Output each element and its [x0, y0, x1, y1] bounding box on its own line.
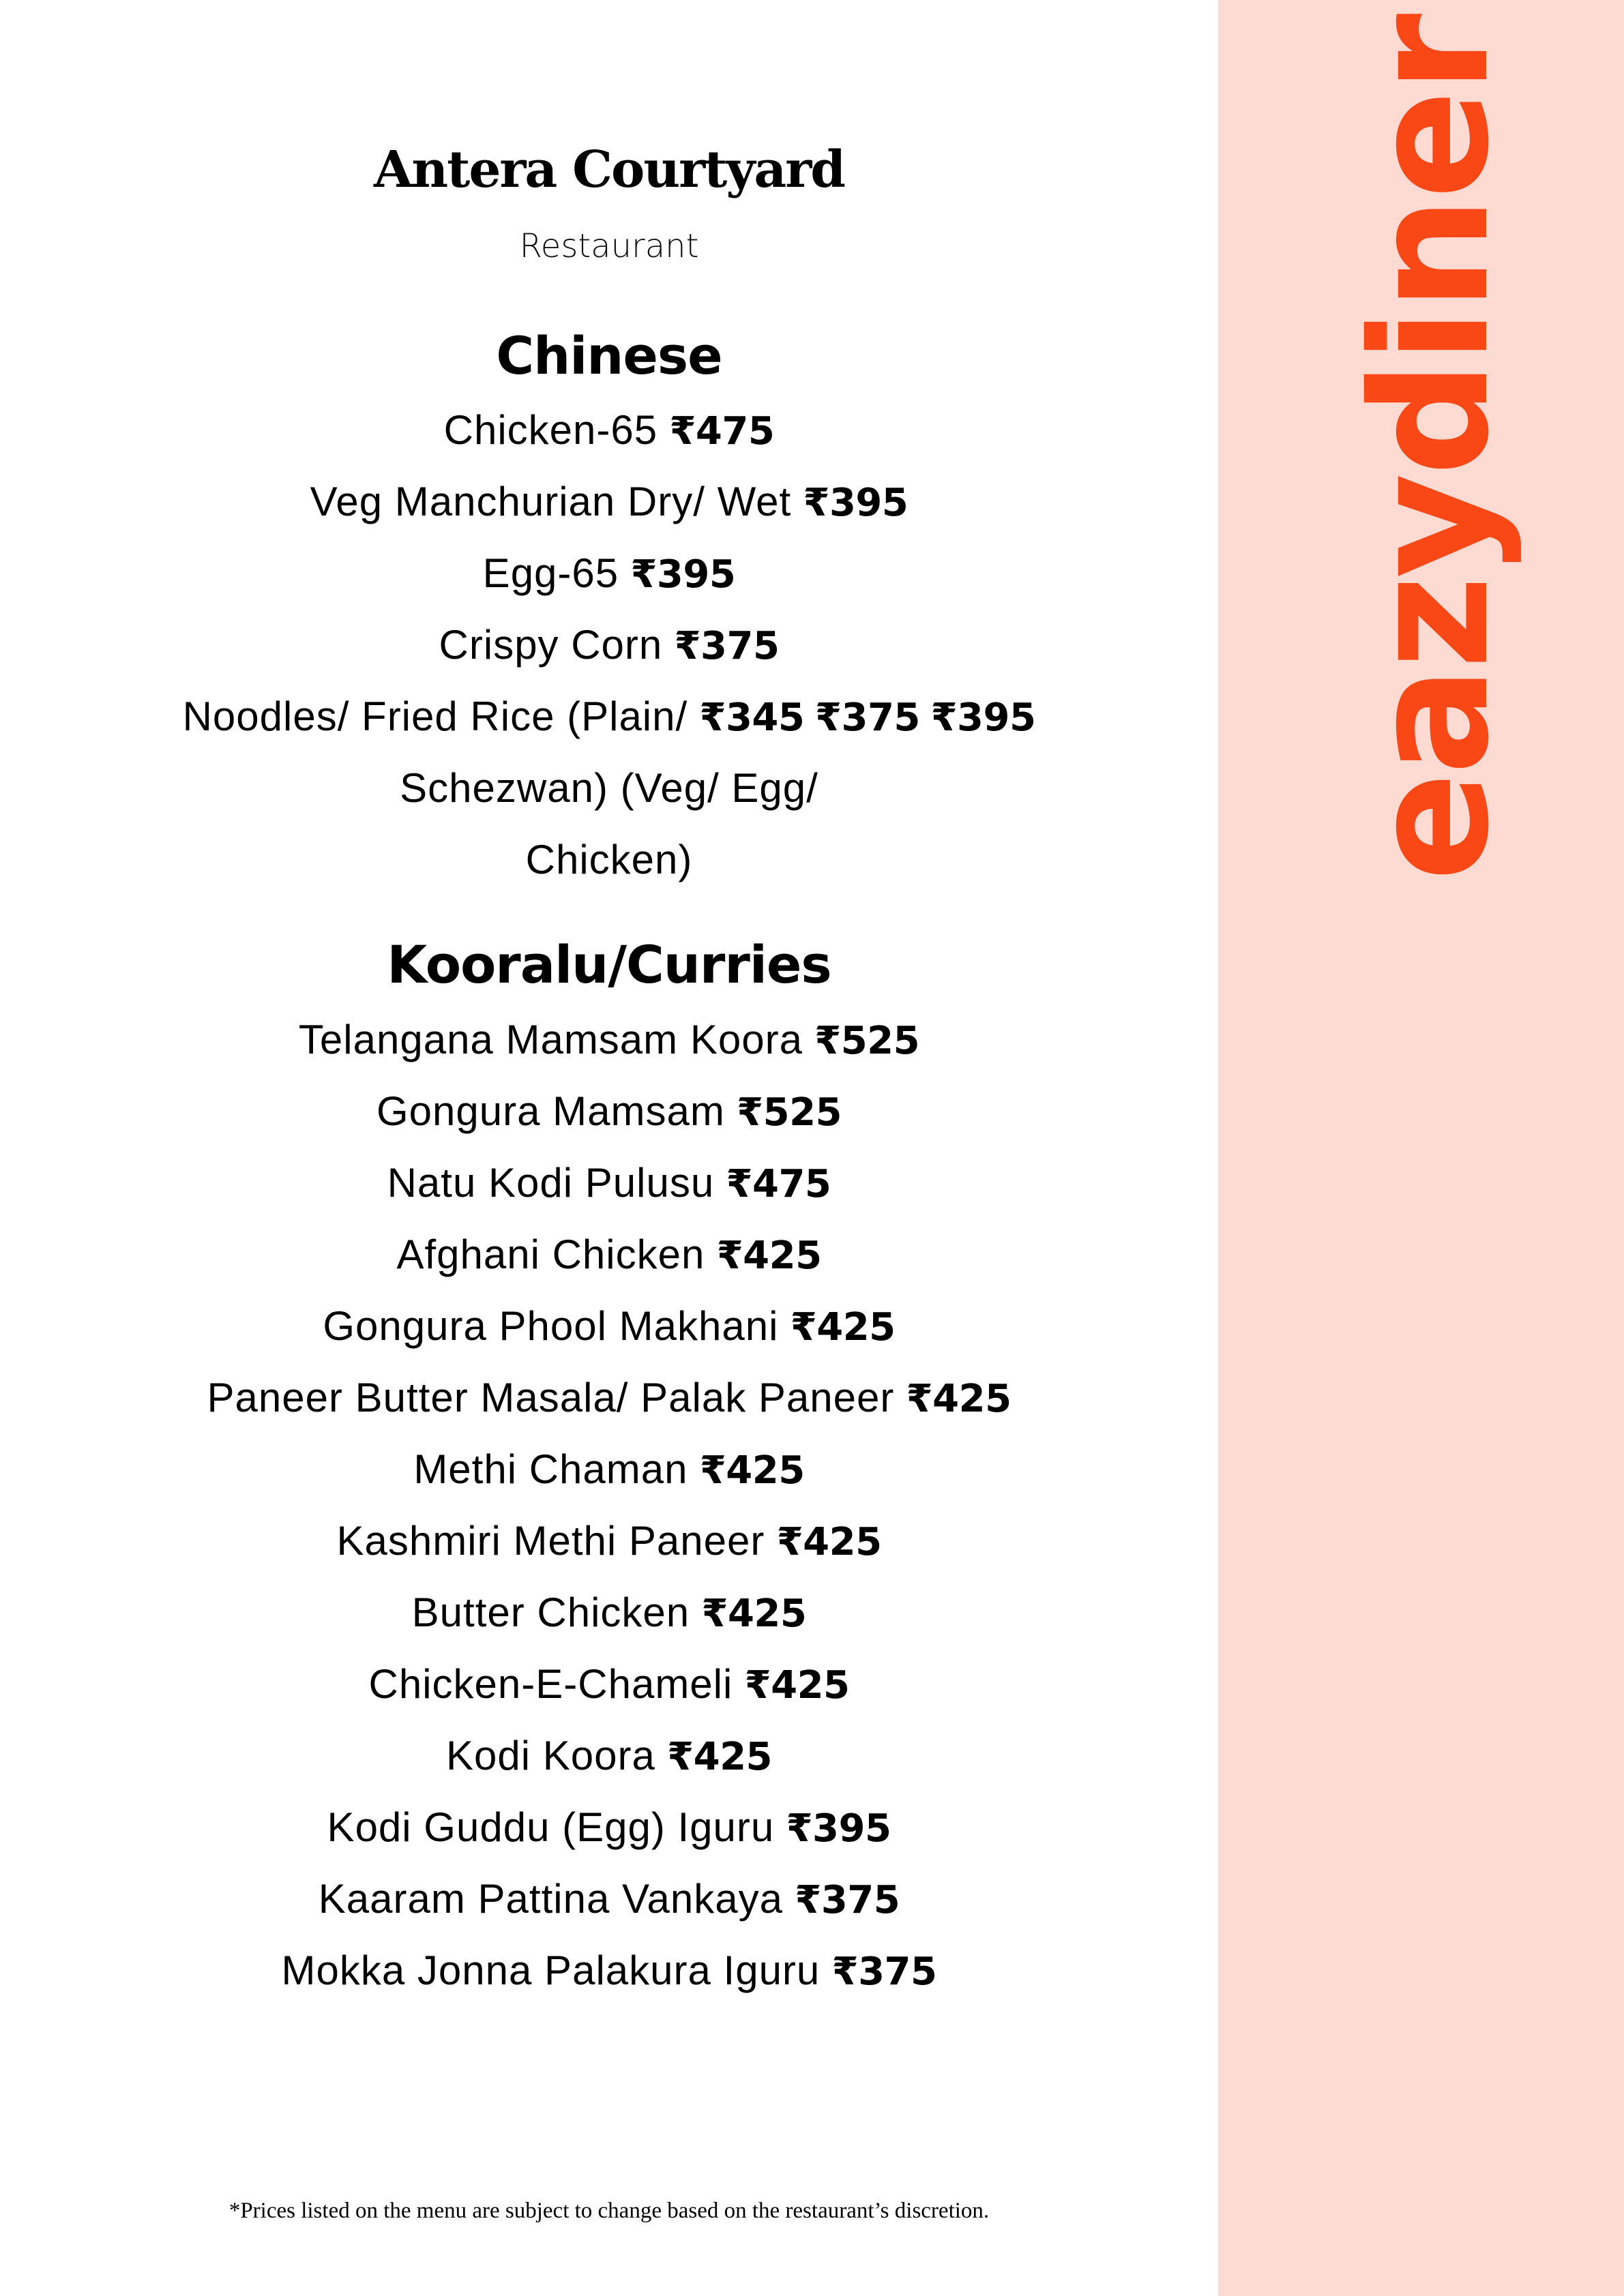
menu-item — [0, 1577, 1218, 1648]
menu-item-line — [0, 752, 1218, 824]
item-name: Chicken-E-Chameli — [368, 1661, 733, 1707]
item-price: ₹425 — [667, 1735, 773, 1779]
menu-item — [0, 1505, 1218, 1577]
item-name: Veg Manchurian Dry/ Wet — [310, 479, 792, 524]
item-name: Afghani Chicken — [396, 1232, 705, 1277]
menu-item — [0, 1219, 1218, 1290]
item-name: Egg-65 — [482, 550, 619, 596]
item-price: ₹395 — [803, 481, 909, 525]
menu-item — [0, 1004, 1218, 1075]
menu-item — [0, 1147, 1218, 1219]
menu-item — [0, 1863, 1218, 1935]
menu-item — [0, 1075, 1218, 1147]
item-name: Kodi Guddu (Egg) Iguru — [327, 1804, 775, 1850]
item-price: ₹375 — [674, 624, 780, 668]
item-price: ₹425 — [790, 1305, 896, 1350]
item-price: ₹425 — [716, 1234, 822, 1278]
item-name: Gongura Phool Makhani — [323, 1303, 779, 1349]
menu-item-line — [0, 824, 1218, 895]
item-name: Natu Kodi Pulusu — [387, 1160, 715, 1206]
item-price: ₹425 — [701, 1592, 807, 1636]
item-name-line: Chicken) — [525, 837, 693, 882]
logo-text: eazydiner — [1337, 16, 1524, 882]
item-name: Kashmiri Methi Paneer — [336, 1518, 765, 1564]
item-name: Chicken-65 — [443, 407, 658, 453]
menu-item — [0, 1433, 1218, 1505]
menu-item — [0, 1720, 1218, 1791]
menu-item — [0, 609, 1218, 681]
item-price: ₹425 — [744, 1663, 850, 1708]
item-name: Crispy Corn — [439, 622, 663, 668]
menu-item — [0, 394, 1218, 466]
item-price: ₹395 — [930, 696, 1036, 740]
item-name-line: Noodles/ Fried Rice (Plain/ — [182, 694, 688, 739]
restaurant-type: Restaurant — [519, 227, 699, 265]
section-title: Chinese — [496, 325, 722, 386]
item-name: Gongura Mamsam — [376, 1088, 725, 1134]
item-price: ₹375 — [831, 1950, 937, 1994]
item-name: Kaaram Pattina Vankaya — [318, 1876, 784, 1922]
menu-item — [0, 1290, 1218, 1362]
item-name: Telangana Mamsam Koora — [298, 1017, 803, 1062]
item-name: Paneer Butter Masala/ Palak Paneer — [207, 1375, 895, 1420]
restaurant-name: Antera Courtyard — [373, 140, 845, 199]
menu-item-line — [0, 681, 1218, 752]
item-price: ₹375 — [795, 1878, 900, 1922]
menu-item — [0, 466, 1218, 537]
item-price: ₹395 — [630, 552, 736, 597]
item-price: ₹475 — [669, 409, 775, 453]
item-price: ₹525 — [737, 1090, 842, 1135]
price-disclaimer: *Prices listed on the menu are subject to change based on the restaurant’s discretion. — [228, 2198, 990, 2223]
section-title: Kooralu/Curries — [387, 934, 831, 995]
menu-item — [0, 1648, 1218, 1720]
menu-item — [0, 1362, 1218, 1433]
item-price: ₹345 — [699, 696, 805, 740]
item-name: Kodi Koora — [445, 1733, 655, 1778]
menu-item — [0, 537, 1218, 609]
item-name: Mokka Jonna Palakura Iguru — [281, 1948, 821, 1993]
item-name-line: Schezwan) (Veg/ Egg/ — [400, 765, 818, 811]
item-price: ₹425 — [699, 1448, 805, 1493]
item-price: ₹425 — [776, 1520, 882, 1564]
item-price: ₹525 — [814, 1019, 920, 1063]
item-price: ₹475 — [726, 1162, 831, 1206]
item-price: ₹395 — [786, 1806, 891, 1851]
menu-item — [0, 1791, 1218, 1863]
item-name: Butter Chicken — [411, 1590, 690, 1635]
item-price: ₹425 — [906, 1377, 1012, 1421]
menu-item — [0, 1935, 1218, 2006]
item-name: Methi Chaman — [413, 1446, 688, 1492]
item-price: ₹375 — [815, 696, 920, 740]
